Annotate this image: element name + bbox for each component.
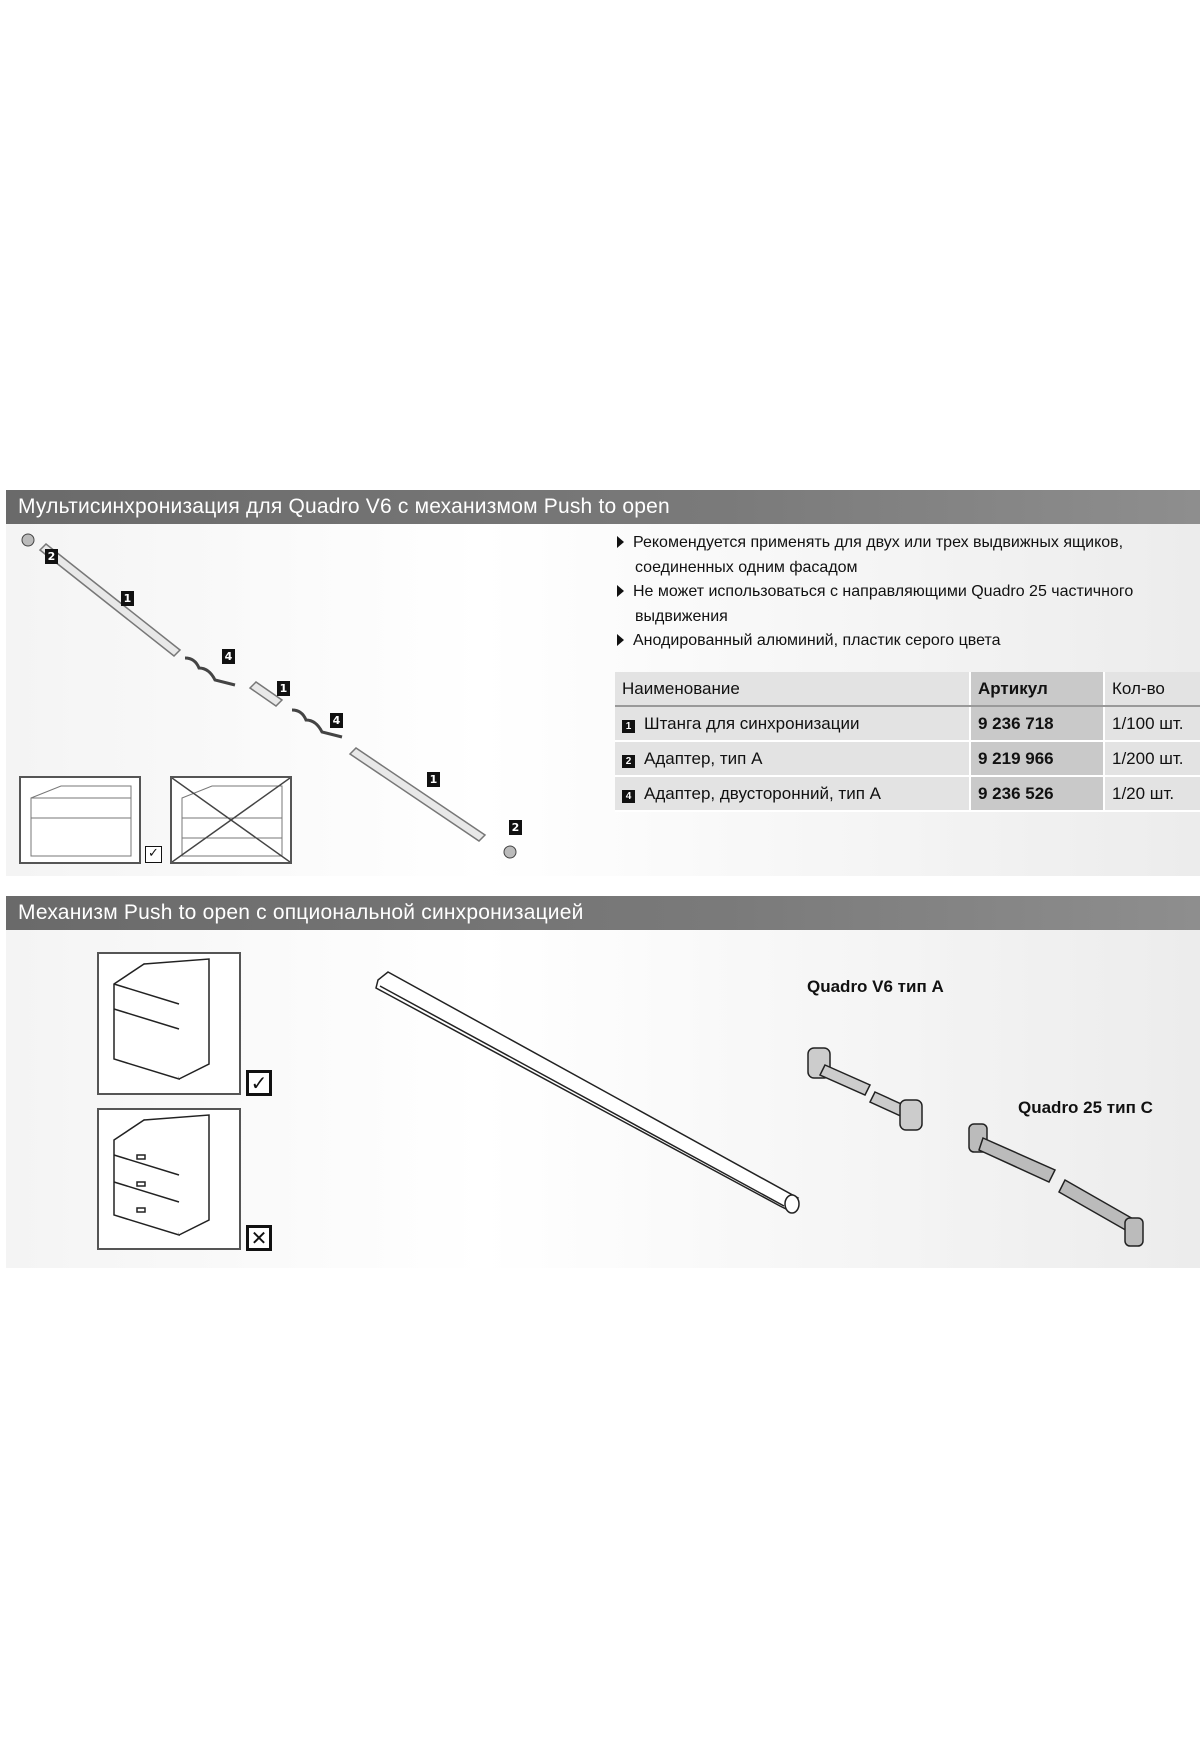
section-header-push-to-open: Механизм Push to open с опциональной синхронизацией: [6, 896, 1200, 930]
diagram-tag: 2: [509, 820, 522, 835]
label-quadro-v6: Quadro V6 тип A: [807, 977, 944, 996]
adapter-quadro-25-image: [965, 1120, 1165, 1260]
table-row: [615, 741, 1200, 776]
item-name: Штанга для синхронизации: [644, 713, 860, 733]
section-header-multisync: Мультисинхронизация для Quadro V6 с механизмом Push to open: [6, 490, 1200, 524]
item-qty: 1/20 шт.: [1104, 776, 1200, 811]
item-article: 9 236 718: [970, 706, 1104, 741]
diagram-tag: 4: [330, 713, 343, 728]
bullet-triangle-icon: [617, 634, 624, 646]
bullet-text: соединенных одним фасадом: [635, 558, 858, 576]
sync-rod-image: [370, 970, 810, 1220]
table-header-row: [615, 672, 1200, 706]
bullet-triangle-icon: [617, 536, 624, 548]
item-name: Адаптер, тип A: [644, 748, 763, 768]
diagram-tag: 2: [45, 549, 58, 564]
bullet-text: Анодированный алюминий, пластик серого цвета: [633, 632, 1001, 649]
col-header-name: Наименование: [615, 672, 970, 706]
label-quadro-25: Quadro 25 тип C: [1018, 1098, 1153, 1117]
drawer-connected-image: [19, 776, 141, 864]
item-number-badge: 1: [622, 720, 635, 733]
item-number-badge: 2: [622, 755, 635, 768]
drawer-not-allowed-image: [170, 776, 292, 864]
bullet-triangle-icon: [617, 585, 624, 597]
check-ok-icon: ✓: [145, 846, 162, 863]
bullet-text: выдвижения: [635, 607, 728, 625]
cabinet-handleless-image: [97, 952, 241, 1095]
diagram-tag: 1: [427, 772, 440, 787]
parts-table: [615, 672, 1200, 812]
diagram-tag: 1: [121, 591, 134, 606]
col-header-qty: Кол-во: [1104, 672, 1200, 706]
diagram-tag: 4: [222, 649, 235, 664]
cabinet-with-handles-image: [97, 1108, 241, 1250]
item-number-badge: 4: [622, 790, 635, 803]
check-ok-icon: ✓: [246, 1070, 272, 1096]
diagram-tag: 1: [277, 681, 290, 696]
bullet-text: Не может использоваться с направляющими Quadro 25 частичного: [633, 583, 1134, 600]
bullet-item: [617, 629, 1200, 654]
table-row: [615, 706, 1200, 741]
bullet-item: [617, 531, 1200, 580]
check-no-icon: ✕: [246, 1225, 272, 1251]
item-name: Адаптер, двусторонний, тип A: [644, 783, 881, 803]
bullet-text: Рекомендуется применять для двух или трех выдвижных ящиков,: [633, 534, 1124, 551]
item-qty: 1/200 шт.: [1104, 741, 1200, 776]
item-qty: 1/100 шт.: [1104, 706, 1200, 741]
adapter-quadro-v6-image: [800, 1040, 940, 1160]
table-row: [615, 776, 1200, 811]
item-article: 9 219 966: [970, 741, 1104, 776]
col-header-article: Артикул: [970, 672, 1104, 706]
bullet-item: [617, 580, 1200, 629]
item-article: 9 236 526: [970, 776, 1104, 811]
